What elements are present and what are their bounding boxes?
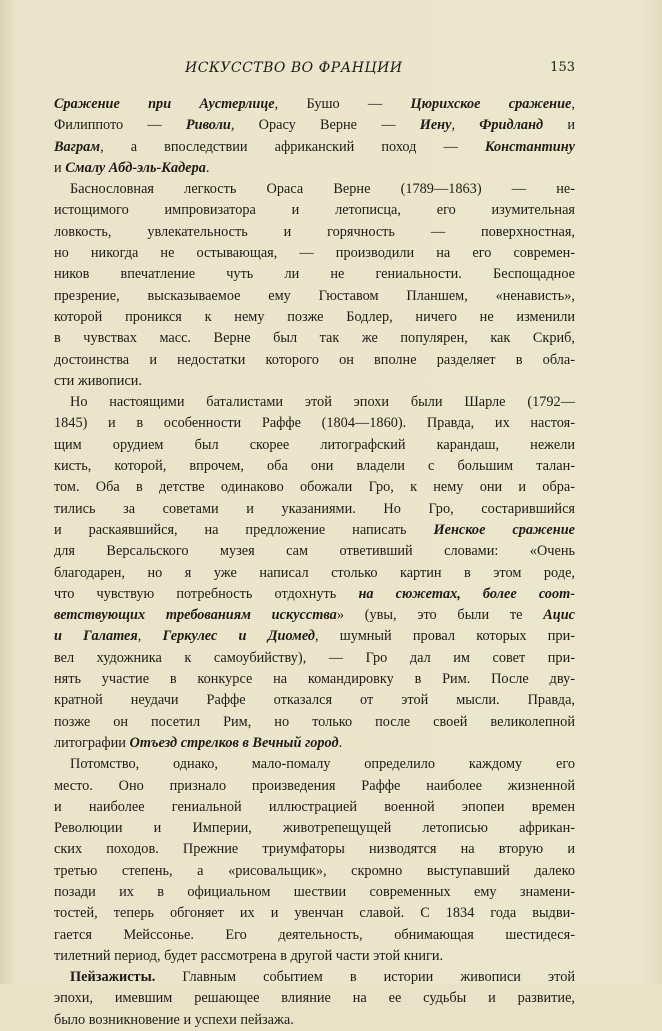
italic-title: Смалу Абд-эль-Кадера xyxy=(65,159,206,176)
text-line: 1845) и в особенности Раффе (1804—1860). Правда, их настоя- xyxy=(54,415,575,432)
text-line: и раскаявшийся, на предложение написать Иенское сражение xyxy=(54,521,575,538)
italic-title: Фридланд xyxy=(479,117,544,134)
text-line: благодарен, но я уже написал столько картин в этом роде, xyxy=(54,564,575,581)
text-line: щим орудием был скорее литографский карандаш, нежели xyxy=(54,436,575,453)
paragraph xyxy=(54,94,575,179)
text-line: Потомство, однако, мало-помалу определило каждому его xyxy=(70,756,575,773)
text-line: нять участие в конкурсе на командировку в Рим. После дву- xyxy=(54,671,575,688)
italic-title: и Галатея xyxy=(54,628,138,645)
running-title: ИСКУССТВО ВО ФРАНЦИИ xyxy=(185,60,403,76)
text-line: ветствующих требованиям искусства» (увы, это были те Ацис xyxy=(54,607,575,624)
italic-title: Ваграм xyxy=(54,138,101,155)
italic-title: Цюрихское сражение xyxy=(410,96,572,112)
italic-title: Риволи xyxy=(185,117,231,134)
text-line: эпохи, имевшим решающее влияние на ее судьбы и развитие, xyxy=(54,990,575,1007)
text-line: но никогда не остывающая, — производили на его современ- xyxy=(54,245,575,262)
text-line: кисть, которой, впрочем, оба они владели с большим талан- xyxy=(54,458,575,475)
page-number: 153 xyxy=(550,60,575,75)
text-line: сти живописи. xyxy=(54,372,143,389)
text-line: Революции и Империи, животрепещущей летописью африкан- xyxy=(54,820,575,837)
text-line: ников впечатление чуть ли не гениальности. Беспощадное xyxy=(54,266,575,283)
text-line: ских походов. Прежние триумфаторы низводятся на вторую и xyxy=(54,841,575,858)
text-line: тилетний период, будет рассмотрена в другой части этой книги. xyxy=(54,947,444,964)
paragraph xyxy=(54,392,575,754)
text-line: гается Мейссонье. Его деятельность, обнимающая шестидеся- xyxy=(54,926,575,943)
text-line: литографии Отъезд стрелков в Вечный город. xyxy=(54,734,343,751)
italic-title: Отъезд стрелков в Вечный город xyxy=(129,734,339,751)
italic-title: Иену xyxy=(419,117,452,134)
text-line: Филиппото — Риволи, Орасу Верне — Иену, Фридланд и xyxy=(54,117,575,134)
text-line: было возникновение и успехи пейзажа. xyxy=(54,1011,294,1028)
italic-title: ветствующих требованиям искусства xyxy=(54,607,337,624)
text-line: что чувствую потребность отдохнуть на сюжетах, более соот- xyxy=(54,585,575,602)
italic-title: Ацис xyxy=(543,607,575,624)
text-line: Сражение при Аустерлице, Бушо — Цюрихское сражение, xyxy=(54,96,575,112)
italic-title: на сюжетах, более соот- xyxy=(358,585,575,602)
italic-title: Геркулес и Диомед xyxy=(162,628,315,645)
text-line: Пейзажисты. Главным событием в истории живописи этой xyxy=(70,969,575,986)
page-header xyxy=(55,60,575,80)
text-line: том. Оба в детстве одинаково обожали Гро, к нему они и обра- xyxy=(54,479,575,496)
paragraph xyxy=(54,179,575,392)
text-line: Баснословная легкость Ораса Верне (1789—1863) — не- xyxy=(70,181,575,198)
paragraph xyxy=(54,967,575,1031)
text-line: позади их в официальном шествии современных ему знамени- xyxy=(54,883,575,900)
text-line: которой проникся к нему позже Бодлер, ничего не изменили xyxy=(54,308,575,325)
text-line: и Смалу Абд-эль-Кадера. xyxy=(54,159,210,176)
text-line: вел художника к самоубийству), — Гро дал им совет при- xyxy=(54,649,575,666)
text-line: и наиболее гениальной иллюстрацией военной эпопеи времен xyxy=(54,798,575,815)
text-line: место. Оно признало произведения Раффе наиболее жизненной xyxy=(54,777,575,794)
paragraph xyxy=(54,754,575,967)
text-line: истощимого импровизатора и летописца, его изумительная xyxy=(54,202,575,219)
text-line: в чувствах масс. Верне был так же популярен, как Скриб, xyxy=(54,330,575,347)
text-line: тостей, теперь обгоняет их и увенчан славой. С 1834 года выдви- xyxy=(54,905,575,922)
italic-title: Иенское сражение xyxy=(433,521,575,538)
text-line: кратной неудачи Раффе отказался от этой мысли. Правда, xyxy=(54,692,575,709)
text-line: достоинства и недостатки которого он вполне разделяет в обла- xyxy=(54,351,575,368)
text-line: и Галатея, Геркулес и Диомед, шумный провал которых при- xyxy=(54,628,575,645)
text-line: для Версальского музея сам ответивший словами: «Очень xyxy=(54,543,575,560)
text-line: ловкость, увлекательность и горячность — поверхностная, xyxy=(54,223,575,240)
text-line: Ваграм, а впоследствии африканский поход — Константину xyxy=(54,138,575,155)
text-line: третью степень, а «рисовальщик», скромно выступавший далеко xyxy=(54,862,575,879)
text-line: презрение, высказываемое ему Гюставом Планшем, «ненависть», xyxy=(54,287,575,304)
body-text xyxy=(54,94,575,1031)
text-line: Но настоящими баталистами этой эпохи были Шарле (1792— xyxy=(70,394,575,411)
italic-title: Сражение при Аустерлице xyxy=(54,96,275,112)
text-line: позже он посетил Рим, но только после своей великолепной xyxy=(54,713,575,730)
italic-title: Константину xyxy=(484,138,575,155)
text-line: тились за советами и указаниями. Но Гро, состарившийся xyxy=(54,500,575,517)
bold-run: Пейзажисты. xyxy=(70,969,156,986)
